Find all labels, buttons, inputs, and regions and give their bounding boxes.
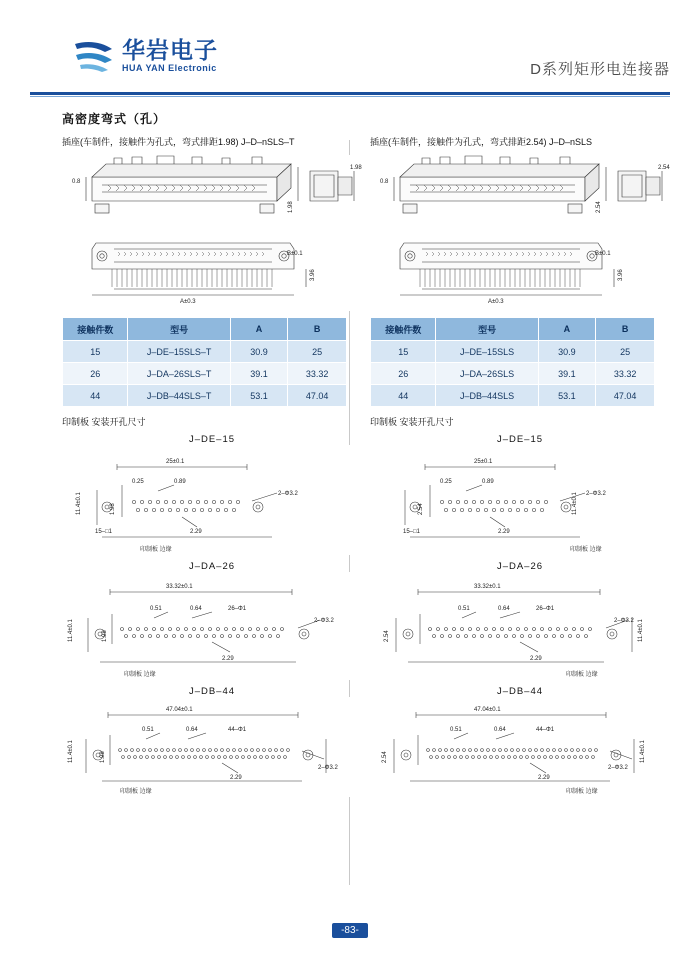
brand-logo [72, 36, 218, 76]
cell-model: J–DE–15SLS–T [128, 341, 230, 363]
dim-width: 25±0.1 [166, 459, 185, 465]
th-b: B [288, 318, 347, 341]
dim-d3: 2.29 [498, 529, 510, 535]
dim-edge: 印制板 边缘 [140, 547, 172, 553]
dim-width: 33.32±0.1 [166, 584, 193, 590]
cell-model: J–DE–15SLS [436, 341, 538, 363]
cell-b: 47.04 [288, 385, 347, 407]
dim-d1: 0.25 [440, 479, 452, 485]
cell-a: 53.1 [230, 385, 287, 407]
cell-contacts: 44 [63, 385, 128, 407]
column-left [62, 136, 362, 797]
table-header-row [371, 318, 655, 341]
th-contacts: 接触件数 [371, 318, 436, 341]
dim-left: 11.4±0.1 [68, 619, 74, 642]
dim-d2: 0.89 [482, 479, 494, 485]
dim-edge: 印制板 边缘 [566, 672, 598, 678]
page-number: -83- [332, 923, 368, 938]
pcb-layout-de15 [62, 445, 362, 555]
connector-top-view-drawing [62, 155, 362, 235]
cell-model: J–DB–44SLS [436, 385, 538, 407]
dim-mount: 2–Φ3.2 [586, 491, 606, 497]
figure-title-db44: J–DB–44 [496, 686, 544, 697]
dim-mount: 2–Φ3.2 [614, 618, 634, 624]
connector-side-view-drawing [370, 235, 670, 311]
header-rule-thin [30, 96, 670, 97]
svg-text:B±0.1: B±0.1 [287, 251, 303, 257]
header-rule [30, 92, 670, 95]
dim-edge: 印制板 边缘 [124, 672, 156, 678]
figure-title-de15: J–DE–15 [188, 434, 236, 445]
cell-b: 25 [596, 341, 655, 363]
huayan-logo-icon [72, 36, 116, 76]
dim-pitch: 1.98 [110, 503, 116, 515]
dim-width: 47.04±0.1 [474, 707, 501, 713]
dim-mount: 2–Φ3.2 [278, 491, 298, 497]
dim-mount: 2–Φ3.2 [314, 618, 334, 624]
page-header [0, 0, 700, 96]
dim-mount: 2–Φ3.2 [318, 765, 338, 771]
cell-b: 33.32 [288, 363, 347, 385]
column-right [370, 136, 670, 797]
dim-holes: 15–□1 [95, 529, 112, 535]
th-b: B [596, 318, 655, 341]
pcb-layout-da26 [62, 572, 362, 680]
th-model: 型号 [128, 318, 230, 341]
dim-width: 33.32±0.1 [474, 584, 501, 590]
cell-contacts: 26 [63, 363, 128, 385]
pitch-label-2: 1.98 [350, 165, 362, 171]
table-row [63, 363, 347, 385]
table-row [371, 385, 655, 407]
figure-title-de15: J–DE–15 [496, 434, 544, 445]
dim-d1: 0.51 [150, 606, 162, 612]
cell-contacts: 26 [371, 363, 436, 385]
cell-contacts: 15 [63, 341, 128, 363]
cell-contacts: 15 [371, 341, 436, 363]
table-row [63, 341, 347, 363]
dim-left: 11.4±0.1 [76, 492, 82, 515]
dim-edge: 印制板 边缘 [566, 789, 598, 795]
dim-d2: 0.89 [174, 479, 186, 485]
table-header-row [63, 318, 347, 341]
dim-width: 25±0.1 [474, 459, 493, 465]
section-title: 高密度弯式（孔） [62, 112, 167, 126]
cell-model: J–DB–44SLS–T [128, 385, 230, 407]
cell-model: J–DA–26SLS–T [128, 363, 230, 385]
dim-pitch: 1.98 [100, 751, 106, 763]
height-label: 3.96 [618, 269, 624, 281]
dim-d3: 2.29 [230, 775, 242, 781]
pcb-layout-de15 [370, 445, 670, 555]
cell-a: 30.9 [538, 341, 596, 363]
dim-holes: 26–Φ1 [536, 606, 555, 612]
svg-text:0.8: 0.8 [380, 179, 389, 185]
dim-edge: 印制板 边缘 [120, 789, 152, 795]
dim-d3: 2.29 [222, 656, 234, 662]
th-model: 型号 [436, 318, 538, 341]
cell-b: 47.04 [596, 385, 655, 407]
dim-pitch: 2.54 [384, 630, 390, 642]
dim-d2: 0.64 [186, 727, 198, 733]
dim-d1: 0.51 [142, 727, 154, 733]
pcb-layout-db44 [370, 697, 670, 797]
th-a: A [230, 318, 287, 341]
brand-name-cn: 华岩电子 [122, 37, 218, 63]
page-footer [0, 920, 700, 938]
pcb-hole-label: 印制板 安装开孔尺寸 [62, 417, 146, 427]
dim-d1: 0.51 [458, 606, 470, 612]
dim-pitch: 2.54 [382, 751, 388, 763]
pitch-label-1: 2.54 [596, 201, 602, 213]
figure-title-db44: J–DB–44 [188, 686, 236, 697]
connector-side-view-drawing [62, 235, 362, 311]
dim-d3: 2.29 [190, 529, 202, 535]
cell-b: 25 [288, 341, 347, 363]
dim-holes: 44–Φ1 [228, 727, 247, 733]
th-a: A [538, 318, 596, 341]
dim-d3: 2.29 [538, 775, 550, 781]
pcb-hole-label: 印制板 安装开孔尺寸 [370, 417, 454, 427]
dim-holes: 15–□1 [403, 529, 420, 535]
cell-model: J–DA–26SLS [436, 363, 538, 385]
dim-d2: 0.64 [494, 727, 506, 733]
dim-left: 11.4±0.1 [572, 492, 578, 515]
cell-contacts: 44 [371, 385, 436, 407]
spec-table [62, 317, 347, 407]
dim-d1: 0.25 [132, 479, 144, 485]
dim-left: 11.4±0.1 [640, 740, 646, 763]
spec-table [370, 317, 655, 407]
pitch-label-1: 1.98 [288, 201, 294, 213]
brand-name-en: HUA YAN Electronic [122, 63, 217, 73]
dim-width: 47.04±0.1 [166, 707, 193, 713]
dim-pitch: 2.54 [418, 503, 424, 515]
cell-a: 30.9 [230, 341, 287, 363]
width-label: A±0.3 [488, 299, 504, 305]
pcb-layout-db44 [62, 697, 362, 797]
table-row [63, 385, 347, 407]
svg-text:0.8: 0.8 [72, 179, 81, 185]
brand-text [122, 38, 218, 74]
height-label: 3.96 [310, 269, 316, 281]
dim-mount: 2–Φ3.2 [608, 765, 628, 771]
dim-edge: 印制板 边缘 [570, 547, 602, 553]
dim-left: 11.4±0.1 [638, 619, 644, 642]
dim-d3: 2.29 [530, 656, 542, 662]
pitch-label-2: 2.54 [658, 165, 670, 171]
figure-title-da26: J–DA–26 [188, 561, 236, 572]
page-title: D系列矩形电连接器 [530, 61, 670, 78]
dim-holes: 26–Φ1 [228, 606, 247, 612]
dim-pitch: 1.98 [102, 630, 108, 642]
dim-d2: 0.64 [498, 606, 510, 612]
cell-a: 39.1 [230, 363, 287, 385]
dim-holes: 44–Φ1 [536, 727, 555, 733]
cell-a: 39.1 [538, 363, 596, 385]
figure-title-da26: J–DA–26 [496, 561, 544, 572]
cell-b: 33.32 [596, 363, 655, 385]
svg-text:B±0.1: B±0.1 [595, 251, 611, 257]
cell-a: 53.1 [538, 385, 596, 407]
table-row [371, 341, 655, 363]
table-row [371, 363, 655, 385]
dim-left: 11.4±0.1 [68, 740, 74, 763]
width-label: A±0.3 [180, 299, 196, 305]
column-caption: 插座(车制件，接触件为孔式，弯式排距1.98) J–D–nSLS–T [62, 137, 295, 147]
column-caption: 插座(车制件，接触件为孔式，弯式排距2.54) J–D–nSLS [370, 137, 593, 147]
dim-d1: 0.51 [450, 727, 462, 733]
pcb-layout-da26 [370, 572, 670, 680]
th-contacts: 接触件数 [63, 318, 128, 341]
connector-top-view-drawing [370, 155, 670, 235]
dim-d2: 0.64 [190, 606, 202, 612]
